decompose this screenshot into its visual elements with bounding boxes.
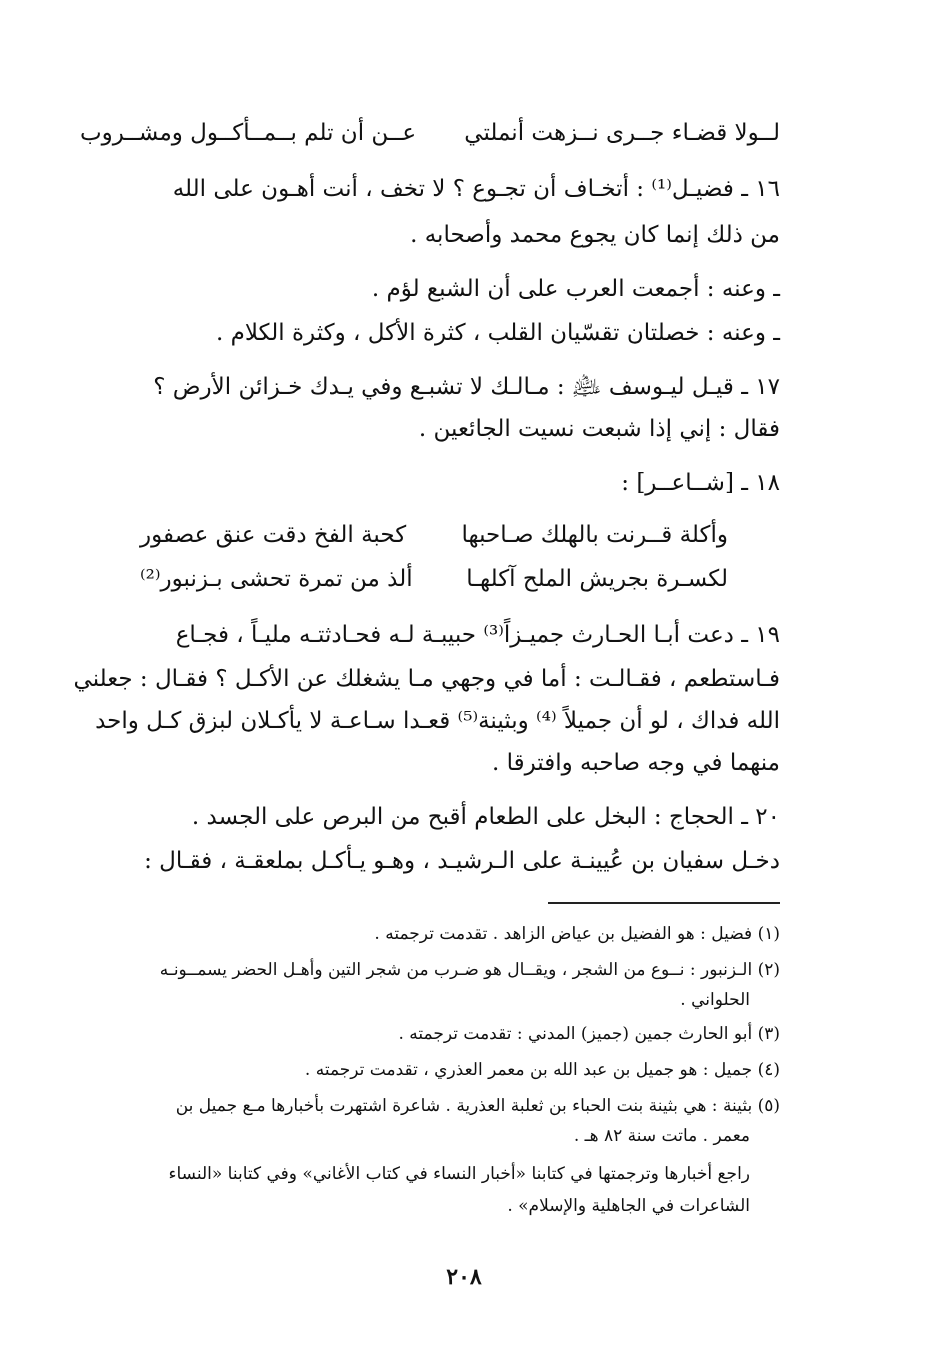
footnote-5-line-2: معمر . ماتت سنة ٨٢ هـ .	[573, 1126, 750, 1146]
footnote-5-line-1: (٥) بثينة : هي بثينة بنت الحباء بن ثعلبة العذرية . شاعرة اشتهرت بأخبارها مـع جميل بن	[175, 1096, 780, 1116]
footnote-3: (٣) أبو الحارث جمين (جميز) المدني : تقدمت ترجمته .	[398, 1024, 780, 1044]
saying-line-2: ـ وعنه : خصلتان تقسّيان القلب ، كثرة الأكل ، وكثرة الكلام .	[215, 320, 780, 346]
verse-18-2-left: ألذ من تمرة تحشى بـزنبور⁽²⁾	[140, 566, 413, 592]
paragraph-20-line-1: ٢٠ ـ الحجاج : البخل على الطعام أقبح من البرص على الجسد .	[191, 804, 780, 830]
verse-18-1-left: كحبة الفخ دقت عنق عصفور	[140, 522, 407, 548]
paragraph-18-heading: ١٨ ـ [شــاعــر] :	[621, 470, 780, 496]
paragraph-19-line-1: ١٩ ـ دعت أبـا الحـارث جميـزاً⁽³⁾ حبيبـة لـه فحـادثتـه مليـاً ، فجـاع	[175, 622, 780, 648]
footnote-ref-line-1: راجع أخبارها وترجمتها في كتابنا «أخبار النساء في كتاب الأغاني» وفي كتابنا «النساء	[168, 1164, 750, 1184]
paragraph-16-line-1: ١٦ ـ فضيـل⁽¹⁾ : أتخـاف أن تجـوع ؟ لا تخف ، أنت أهـون على الله	[172, 176, 780, 202]
footnote-separator	[548, 902, 780, 904]
saying-line-1: ـ وعنه : أجمعت العرب على أن الشبع لؤم .	[371, 276, 780, 302]
paragraph-19-line-4: منهما في وجه صاحبه وافترقا .	[491, 750, 780, 776]
verse-top-right-hemistich: لــولا قضـاء جــرى نــزهت أنملتي	[464, 120, 780, 146]
verse-18-2-right: لكسـرة بجريش الملح آكلهـا	[466, 566, 728, 592]
paragraph-16-line-2: من ذلك إنما كان يجوع محمد وأصحابه .	[410, 222, 780, 248]
verse-18-1-right: وأكلة قــرنت بالهلك صـاحبها	[461, 522, 728, 548]
footnote-ref-line-2: الشاعرات في الجاهلية والإسلام» .	[507, 1196, 750, 1216]
footnote-2-line-1: (٢) الـزنبور : نــوع من الشجر ، ويقــال هو ضـرب من شجر التين وأهـل الحضر يسمــونـه	[159, 960, 780, 980]
footnote-1: (١) فضيل : هو الفضيل بن عياض الزاهد . تقدمت ترجمته .	[374, 924, 780, 944]
footnote-2-line-2: الحلواني .	[680, 990, 750, 1010]
paragraph-17-line-2: فقال : إني إذا شبعت نسيت الجائعين .	[418, 416, 780, 442]
paragraph-17-line-1: ١٧ ـ قيـل ليـوسف ﵇ : مـالـك لا تشبـع وفي يـدك خـزائن الأرض ؟	[153, 374, 780, 400]
paragraph-19-line-2: فـاستطعم ، فقـالـت : أما في وجهي مـا يشغلك عن الأكـل ؟ فقـال : جعلني	[73, 666, 780, 692]
page-number: ٢٠٨	[446, 1264, 482, 1290]
paragraph-19-line-3: الله فداك ، لو أن جميلاً ⁽⁴⁾ وبثينة⁽⁵⁾ قعـدا سـاعـة لا يأكـلان لبزق كـل واحد	[95, 708, 780, 734]
paragraph-20-line-2: دخـل سفيان بن عُيينـة على الـرشيـد ، وهـو يـأكـل بملعقـة ، فقـال :	[144, 848, 780, 874]
footnote-4: (٤) جميل : هو جميل بن عبد الله بن معمر العذري ، تقدمت ترجمته .	[304, 1060, 780, 1080]
verse-top-left-hemistich: عــن أن تلم بــمــأكــول ومشــروب	[80, 120, 417, 146]
